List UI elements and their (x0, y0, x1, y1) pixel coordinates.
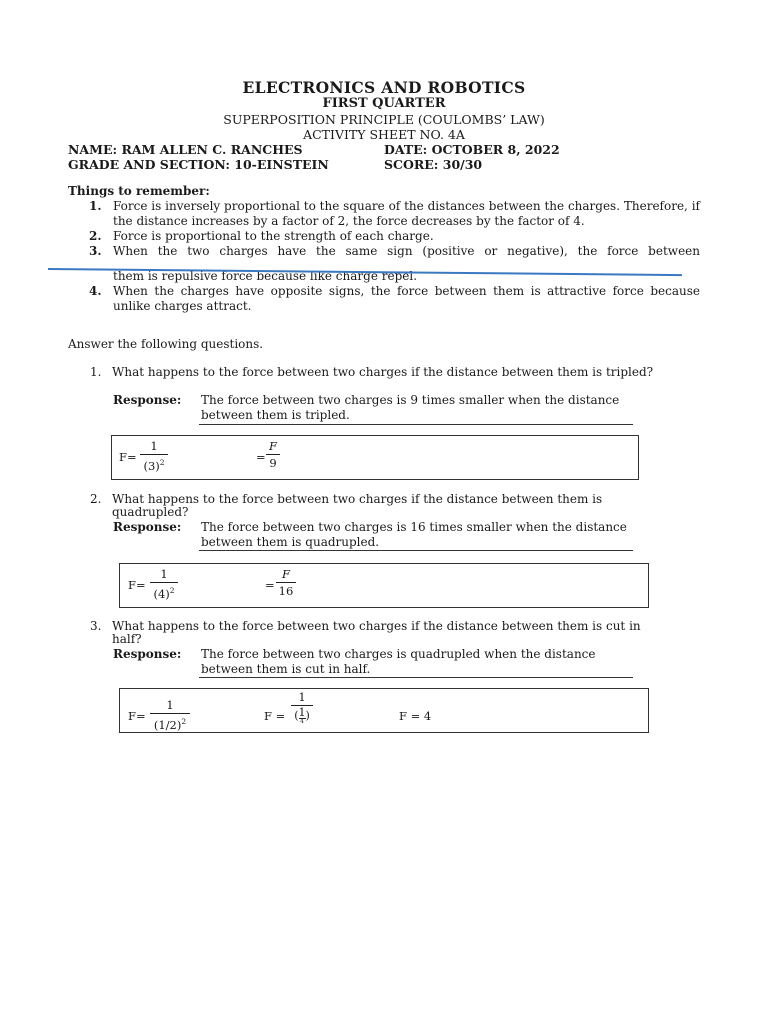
response-text: The force between two charges is quadrupled when the distance between them is cut in half. (201, 647, 596, 676)
response-label: Response: (113, 647, 182, 661)
quarter-title: FIRST QUARTER (322, 96, 446, 111)
subject-title: ELECTRONICS AND ROBOTICS (242, 78, 526, 97)
question-2: 2. What happens to the force between two charges if the distance between them is quadrupled? (90, 492, 603, 519)
topic-title: SUPERPOSITION PRINCIPLE (COULOMBS’ LAW) (223, 112, 545, 127)
sheet-date: DATE: OCTOBER 8, 2022 (384, 142, 560, 157)
formula-fraction: 1 ( 1 4 ) (291, 691, 313, 725)
instruction: Answer the following questions. (68, 337, 264, 351)
formula-fraction: 1 $(4)^2$ (150, 568, 178, 601)
remember-section (68, 184, 700, 314)
remember-item: them is repulsive force because like charge repel. (113, 269, 418, 283)
formula-fraction: 1 $(3)^2$ (140, 440, 168, 473)
remember-item: 1. Force is inversely proportional to the square of the distances between the charges. Therefore, if the distance increases by a factor of 2, the force decreases by the factor of 4. (89, 199, 700, 228)
formula-fraction: 1 $(1/2)^2$ (150, 699, 190, 732)
question-1: 1. What happens to the force between two charges if the distance between them is tripled? (90, 365, 654, 379)
sheet-title: ACTIVITY SHEET NO. 4A (303, 127, 465, 142)
remember-item: 4. When the charges have opposite signs, the force between them is attractive force because unlike charges attract. (89, 284, 700, 313)
response-underline (199, 424, 633, 425)
remember-title: Things to remember: (68, 184, 210, 198)
grade-section: GRADE AND SECTION: 10-EINSTEIN (68, 157, 329, 172)
formula-box: F= 1 $(4)^2$ = F 16 (119, 563, 649, 608)
formula-box: F= 1 $(3)^2$ = F 9 (111, 435, 639, 480)
remember-item: 3. When the two charges have the same sign (positive or negative), the force between (89, 244, 700, 258)
response-label: Response: (113, 393, 182, 407)
response-label: Response: (113, 520, 182, 534)
formula-fraction: F 9 (266, 440, 280, 470)
response-text: The force between two charges is 16 times smaller when the distance between them is quadrupled. (201, 520, 627, 549)
formula-fraction: F 16 (276, 568, 296, 598)
response-text: The force between two charges is 9 times smaller when the distance between them is tripled. (201, 393, 620, 422)
score: SCORE: 30/30 (384, 157, 483, 172)
remember-item: 2. Force is proportional to the strength of each charge. (89, 229, 434, 243)
student-name: NAME: RAM ALLEN C. RANCHES (68, 142, 303, 157)
response-underline (199, 677, 633, 678)
formula-box: F= 1 $(1/2)^2$ F = 1 ( 1 4 ) F = 4 (119, 688, 649, 733)
question-3: 3. What happens to the force between two charges if the distance between them is cut in half? (90, 619, 641, 646)
response-underline (199, 550, 633, 551)
